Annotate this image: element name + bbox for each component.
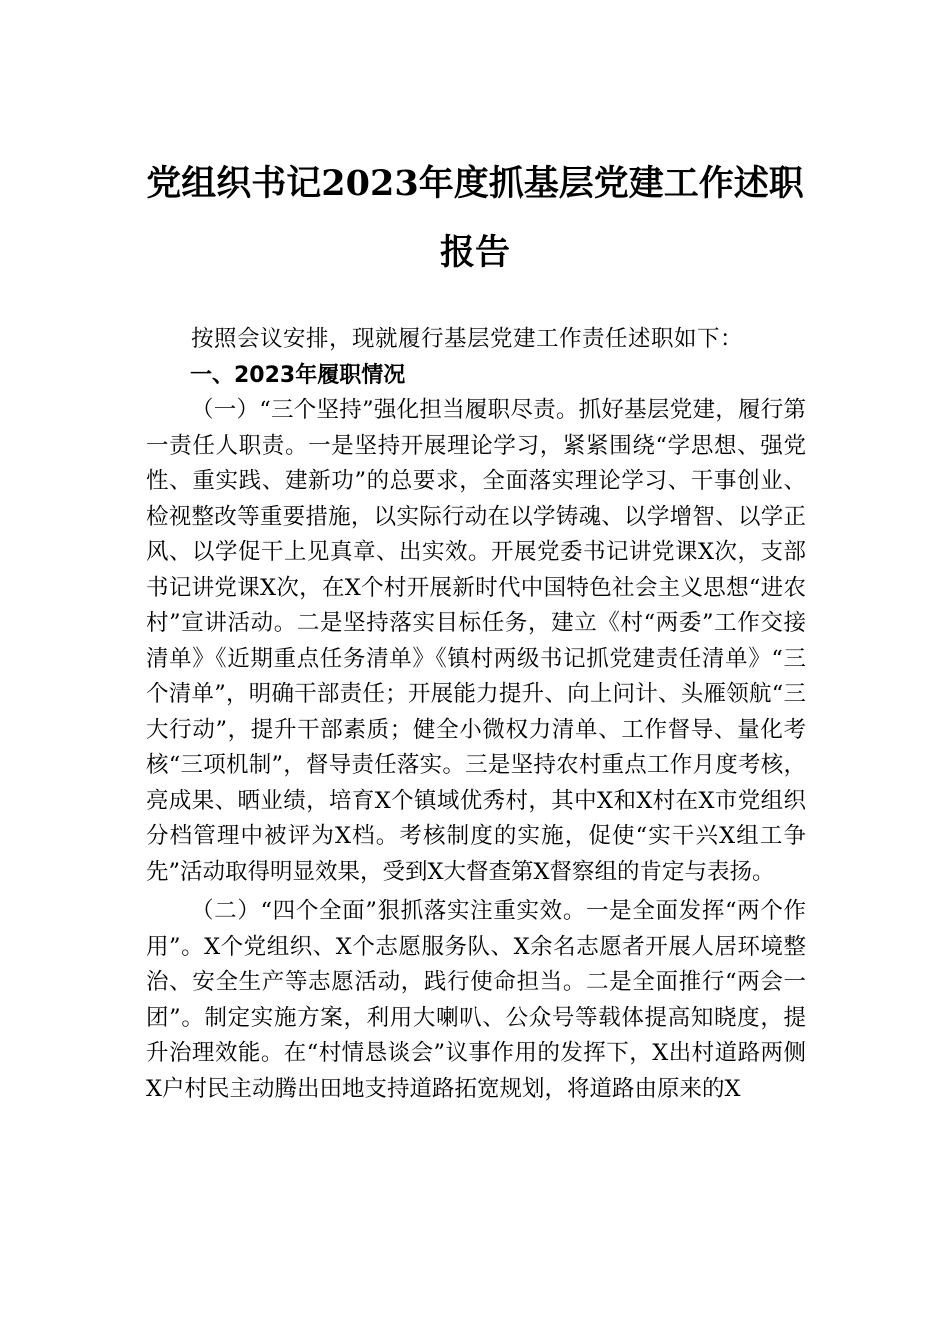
document-title-line-1: 党组织书记2023年度抓基层党建工作述职 — [146, 163, 804, 204]
subsection-1-lead: （一）“三个坚持”强化担当履职尽责。 — [191, 397, 579, 423]
document-body — [146, 322, 806, 1107]
intro-paragraph: 按照会议安排，现就履行基层党建工作责任述职如下： — [191, 326, 744, 352]
section-heading-1: 一、2023年履职情况 — [190, 362, 406, 388]
subsection-2-body: 一是全面发挥“两个作用”。X个党组织、X个志愿服务队、X余名志愿者开展人居环境整治、安全生产等志愿活动，践行使命担当。二是全面推行“两会一团”。制定实施方案，利用大喇叭、公众号等载体提高知晓度，提升治理效能。在“村情恳谈会”议事作用的发挥下，X出村道路两侧X户村民主动腾出田地支持道路拓宽规划，将道路由原来的X — [146, 898, 806, 1102]
subsection-1-body: 抓好基层党建，履行第一责任人职责。一是坚持开展理论学习，紧紧围绕“学思想、强党性、重实践、建新功”的总要求，全面落实理论学习、干事创业、检视整改等重要措施，以实际行动在以学铸魂、以学增智、以学正风、以学促干上见真章、出实效。开展党委书记讲党课X次，支部书记讲党课X次，在X个村开展新时代中国特色社会主义思想“进农村”宣讲活动。二是坚持落实目标任务，建立《村“两委”工作交接清单》《近期重点任务清单》《镇村两级书记抓党建责任清单》“三个清单”，明确干部责任；开展能力提升、向上问计、头雁领航“三大行动”，提升干部素质；健全小微权力清单、工作督导、量化考核“三项机制”，督导责任落实。三是坚持农村重点工作月度考核，亮成果、晒业绩，培育X个镇域优秀村，其中X和X村在X市党组织分档管理中被评为X档。考核制度的实施，促使“实干兴X组工争先”活动取得明显效果，受到X大督查第X督察组的肯定与表扬。 — [146, 397, 806, 885]
subsection-2-paragraph — [146, 894, 806, 1107]
document-title-line-2: 报告 — [439, 232, 510, 273]
subsection-2-lead: （二）“四个全面”狠抓落实注重实效。 — [191, 898, 586, 924]
subsection-1-paragraph — [146, 393, 806, 890]
